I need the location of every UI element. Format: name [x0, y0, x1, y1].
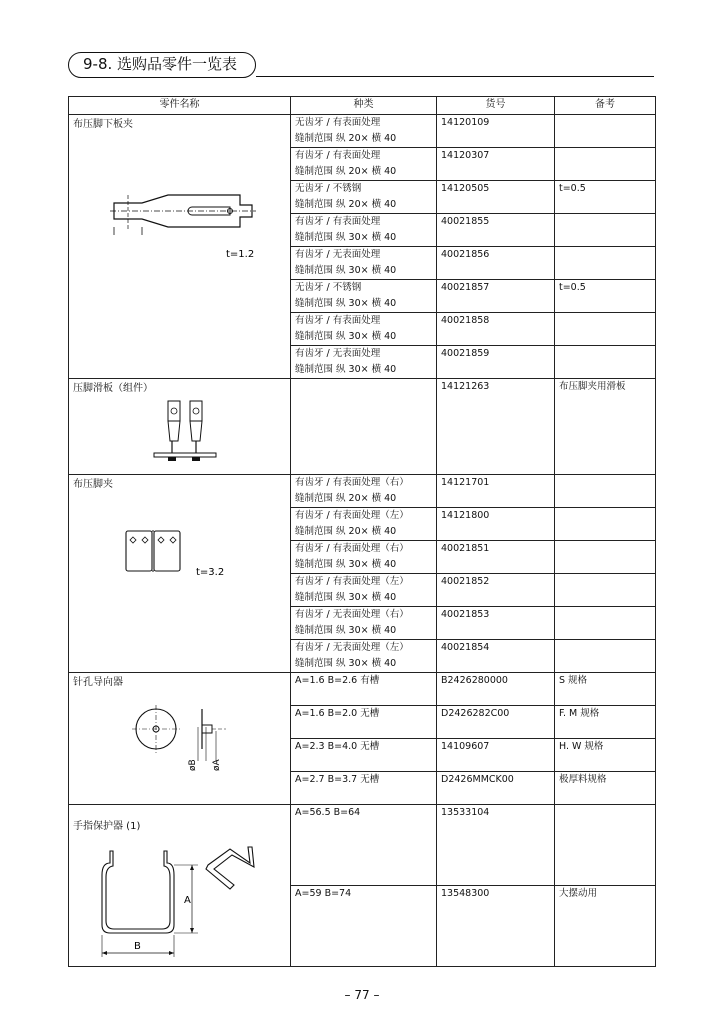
part-no-cell: 40021852	[437, 574, 555, 607]
part-no-cell: 40021859	[437, 346, 555, 379]
dimension-a-label: øA	[211, 759, 222, 771]
title-underline	[256, 76, 654, 77]
part-name: 布压脚夹	[73, 479, 113, 490]
kind-cell: 无齿牙 / 不锈钢 缝制范围 纵 30× 横 40	[291, 280, 437, 313]
kind-cell: 有齿牙 / 无表面处理（左） 缝制范围 纵 30× 横 40	[291, 640, 437, 673]
kind-cell: 有齿牙 / 无表面处理 缝制范围 纵 30× 横 40	[291, 346, 437, 379]
kind-cell: 有齿牙 / 有表面处理（左） 缝制范围 纵 20× 横 40	[291, 508, 437, 541]
part-no-cell: 40021858	[437, 313, 555, 346]
part-no-cell: 14121701	[437, 475, 555, 508]
header-part-name: 零件名称	[69, 97, 291, 115]
part-no-cell: 40021854	[437, 640, 555, 673]
kind-cell: A=1.6 B=2.0 无槽	[291, 706, 437, 739]
table-row	[69, 475, 656, 508]
remarks-cell	[555, 607, 656, 640]
remarks-cell: t=0.5	[555, 280, 656, 313]
presser-plate-figure	[80, 133, 280, 333]
part-no-cell: 40021853	[437, 607, 555, 640]
part-no-cell: 14120109	[437, 115, 555, 148]
needle-hole-guide-figure	[80, 691, 280, 801]
part-cell-fabric-presser	[69, 475, 291, 673]
remarks-cell: H. W 规格	[555, 739, 656, 772]
part-name: 压脚滑板（组件）	[73, 383, 153, 394]
part-cell-finger-guard	[69, 805, 291, 967]
kind-cell: A=2.3 B=4.0 无槽	[291, 739, 437, 772]
fabric-presser-figure	[80, 493, 280, 643]
remarks-cell: S 规格	[555, 673, 656, 706]
section-title-box	[68, 52, 256, 78]
part-no-cell: 13548300	[437, 886, 555, 967]
part-name: 针孔导向器	[73, 677, 123, 688]
kind-cell: 有齿牙 / 有表面处理 缝制范围 纵 20× 横 40	[291, 148, 437, 181]
part-name: 手指保护器 (1)	[73, 821, 141, 832]
table-row	[69, 115, 656, 148]
kind-cell: 有齿牙 / 有表面处理 缝制范围 纵 30× 横 40	[291, 313, 437, 346]
part-no-cell: 14120505	[437, 181, 555, 214]
parts-table	[68, 96, 656, 967]
part-no-cell: 40021851	[437, 541, 555, 574]
thickness-label: t=3.2	[195, 567, 224, 578]
remarks-cell: 极厚料规格	[555, 772, 656, 805]
remarks-cell	[555, 640, 656, 673]
table-row	[69, 805, 656, 886]
part-no-cell: 14109607	[437, 739, 555, 772]
kind-cell	[291, 379, 437, 475]
part-no-cell: 14121263	[437, 379, 555, 475]
remarks-cell	[555, 574, 656, 607]
kind-cell: A=56.5 B=64	[291, 805, 437, 886]
remarks-cell: 布压脚夹用滑板	[555, 379, 656, 475]
kind-cell: A=2.7 B=3.7 无槽	[291, 772, 437, 805]
kind-cell: 无齿牙 / 有表面处理 缝制范围 纵 20× 横 40	[291, 115, 437, 148]
page-number: – 77 –	[344, 988, 380, 1002]
part-no-cell: 14120307	[437, 148, 555, 181]
section-title: 9-8. 选购品零件一览表	[83, 55, 238, 73]
slide-plate-figure	[80, 397, 280, 471]
part-no-cell: 14121800	[437, 508, 555, 541]
kind-cell: 无齿牙 / 不锈钢 缝制范围 纵 20× 横 40	[291, 181, 437, 214]
dimension-b-label: B	[133, 941, 141, 952]
kind-cell: 有齿牙 / 有表面处理（右） 缝制范围 纵 20× 横 40	[291, 475, 437, 508]
kind-cell: 有齿牙 / 有表面处理（右） 缝制范围 纵 30× 横 40	[291, 541, 437, 574]
part-cell-needle-hole-guide	[69, 673, 291, 805]
kind-cell: 有齿牙 / 有表面处理 缝制范围 纵 30× 横 40	[291, 214, 437, 247]
part-name: 布压脚下板夹	[73, 119, 133, 130]
dimension-a-label: A	[183, 895, 191, 906]
remarks-cell: t=0.5	[555, 181, 656, 214]
remarks-cell	[555, 475, 656, 508]
kind-cell: 有齿牙 / 有表面处理（左） 缝制范围 纵 30× 横 40	[291, 574, 437, 607]
remarks-cell: 大摆动用	[555, 886, 656, 967]
part-no-cell: D2426MMCK00	[437, 772, 555, 805]
dimension-b-label: øB	[187, 759, 198, 771]
part-no-cell: D2426282C00	[437, 706, 555, 739]
part-no-cell: 40021856	[437, 247, 555, 280]
remarks-cell	[555, 805, 656, 886]
finger-guard-figure	[80, 835, 280, 965]
table-header-row	[69, 97, 656, 115]
kind-cell: A=1.6 B=2.6 有槽	[291, 673, 437, 706]
header-remarks: 备考	[555, 97, 656, 115]
remarks-cell	[555, 214, 656, 247]
remarks-cell	[555, 115, 656, 148]
kind-cell: A=59 B=74	[291, 886, 437, 967]
header-kind: 种类	[291, 97, 437, 115]
remarks-cell	[555, 313, 656, 346]
remarks-cell	[555, 148, 656, 181]
kind-cell: 有齿牙 / 无表面处理 缝制范围 纵 30× 横 40	[291, 247, 437, 280]
remarks-cell	[555, 247, 656, 280]
remarks-cell: F. M 规格	[555, 706, 656, 739]
remarks-cell	[555, 541, 656, 574]
part-cell-presser-slide-plate	[69, 379, 291, 475]
table-row	[69, 379, 656, 475]
remarks-cell	[555, 508, 656, 541]
header-part-no: 货号	[437, 97, 555, 115]
part-no-cell: 40021857	[437, 280, 555, 313]
kind-cell: 有齿牙 / 无表面处理（右） 缝制范围 纵 30× 横 40	[291, 607, 437, 640]
part-no-cell: B2426280000	[437, 673, 555, 706]
thickness-label: t=1.2	[225, 249, 254, 260]
remarks-cell	[555, 346, 656, 379]
part-no-cell: 13533104	[437, 805, 555, 886]
part-cell-fabric-presser-plate	[69, 115, 291, 379]
table-row	[69, 673, 656, 706]
part-no-cell: 40021855	[437, 214, 555, 247]
